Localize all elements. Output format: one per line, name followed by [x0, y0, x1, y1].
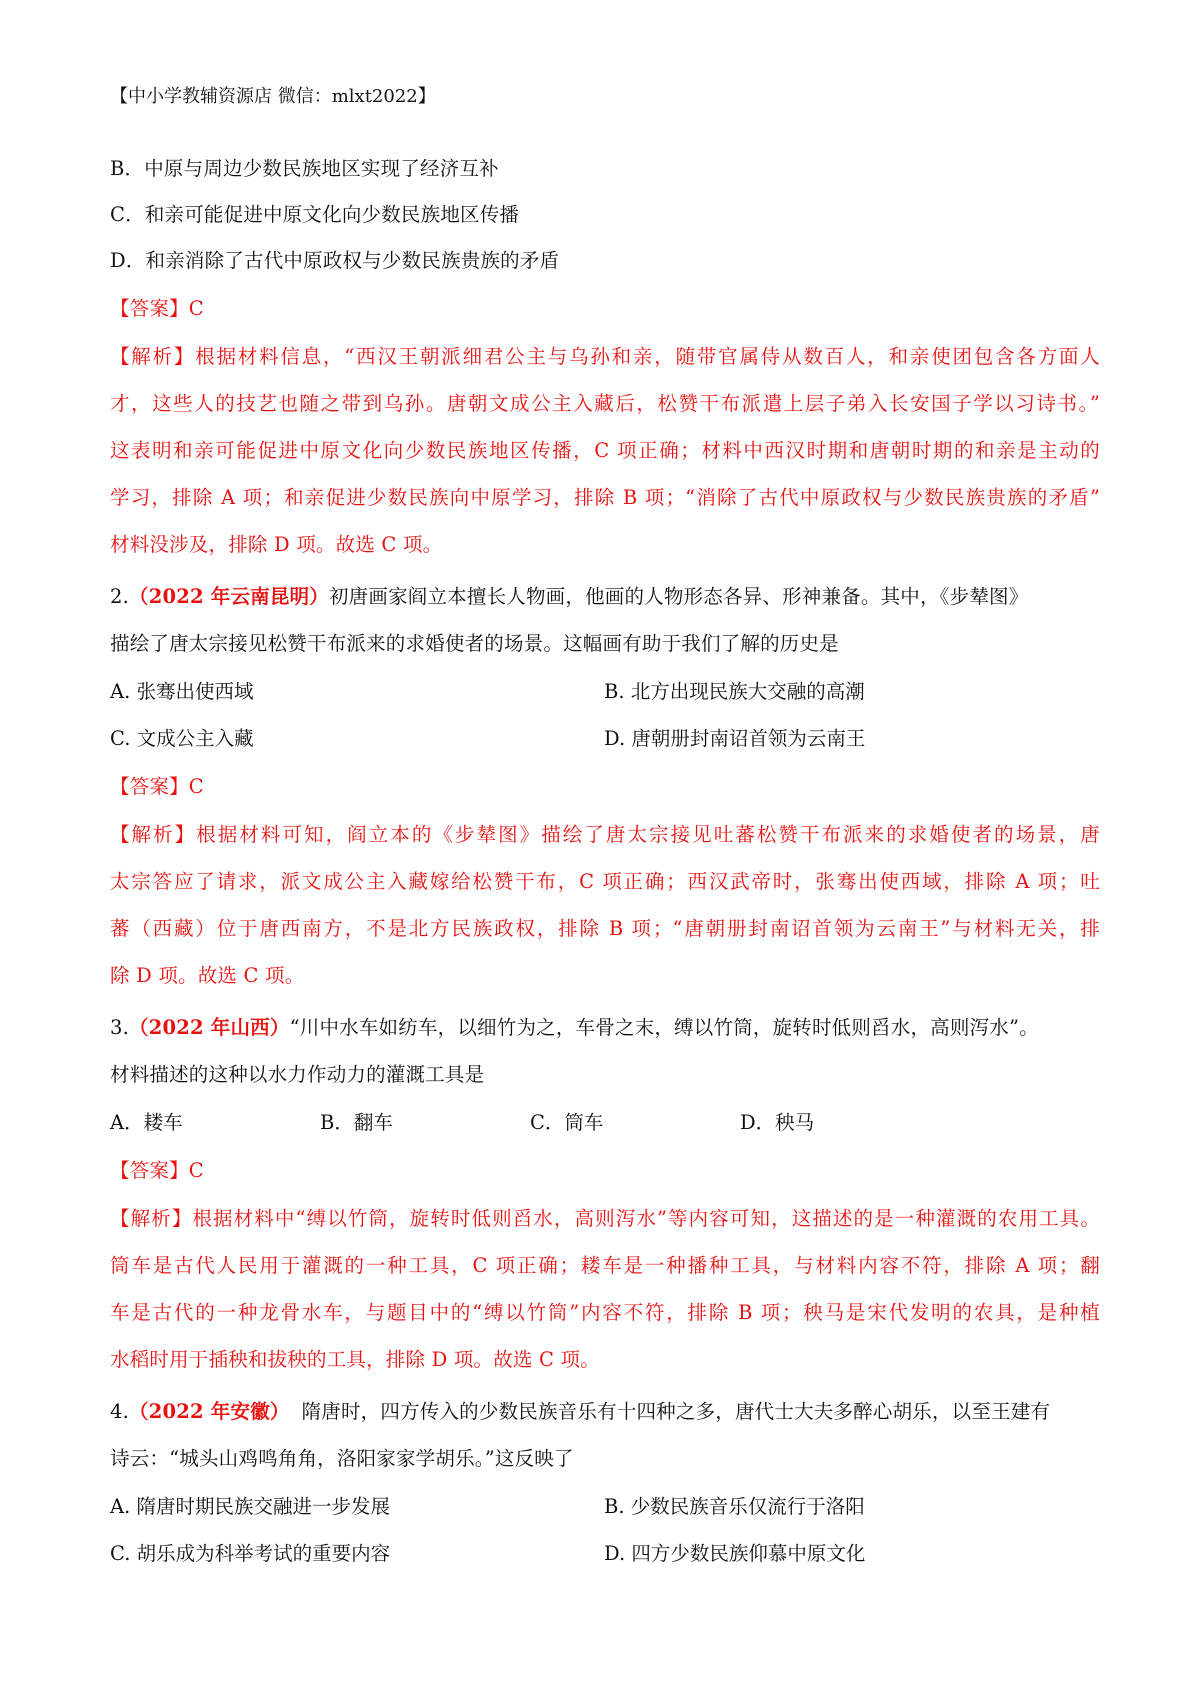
q3-answer: 【答案】C [110, 1159, 204, 1182]
q3-analysis-line: 【解析】根据材料中“缚以竹筒，旋转时低则舀水，高则泻水”等内容可知，这描述的是一种灌溉的农用工具。 [110, 1207, 1100, 1230]
q2-answer: 【答案】C [110, 775, 204, 798]
q1-option-c: C．和亲可能促进中原文化向少数民族地区传播 [110, 203, 520, 226]
q1-option-b: B．中原与周边少数民族地区实现了经济互补 [110, 157, 499, 180]
q3-stem-text: “川中水车如纺车，以细竹为之，车骨之末，缚以竹筒，旋转时低则舀水，高则泻水”。 [289, 1016, 1039, 1039]
q3-stem-line2: 材料描述的这种以水力作动力的灌溉工具是 [110, 1063, 485, 1086]
q4-stem [110, 1397, 1050, 1427]
q3-number: 3. [110, 1016, 130, 1039]
q2-stem-line2: 描绘了唐太宗接见松赞干布派来的求婚使者的场景。这幅画有助于我们了解的历史是 [110, 632, 839, 655]
q2-analysis-line: 蕃（西藏）位于唐西南方，不是北方民族政权，排除 B 项；“唐朝册封南诏首领为云南王”与材料无关，排 [110, 917, 1100, 940]
q2-option-d: D. 唐朝册封南诏首领为云南王 [604, 727, 866, 750]
q3-analysis-line: 水稻时用于插秧和拔秧的工具，排除 D 项。故选 C 项。 [110, 1348, 600, 1371]
q3-source: （2022 年山西） [129, 1016, 290, 1039]
q3-option-a: A．耧车 [110, 1111, 183, 1134]
q3-option-c: C．筒车 [530, 1111, 604, 1134]
q4-option-d: D. 四方少数民族仰慕中原文化 [604, 1542, 866, 1565]
q3-analysis-line: 车是古代的一种龙骨水车，与题目中的“缚以竹筒”内容不符，排除 B 项；秧马是宋代发明的农具，是种植 [110, 1301, 1100, 1324]
q1-analysis-line: 这表明和亲可能促进中原文化向少数民族地区传播，C 项正确；材料中西汉时期和唐朝时期的和亲是主动的 [110, 439, 1100, 462]
q3-option-b: B．翻车 [320, 1111, 393, 1134]
q4-option-c: C. 胡乐成为科举考试的重要内容 [110, 1542, 391, 1565]
q2-stem-text: 初唐画家阎立本擅长人物画，他画的人物形态各异、形神兼备。其中，《步辇图》 [328, 585, 1029, 608]
q4-stem-text: 隋唐时，四方传入的少数民族音乐有十四种之多，唐代士大夫多醉心胡乐，以至王建有 [301, 1400, 1051, 1423]
q1-analysis-line: 【解析】根据材料信息，“西汉王朝派细君公主与乌孙和亲，随带官属侍从数百人，和亲使团包含各方面人 [110, 345, 1100, 368]
q3-option-d: D．秧马 [740, 1111, 815, 1134]
q4-option-b: B. 少数民族音乐仅流行于洛阳 [604, 1495, 865, 1518]
q4-option-a: A. 隋唐时期民族交融进一步发展 [110, 1495, 390, 1518]
q1-analysis-line: 才，这些人的技艺也随之带到乌孙。唐朝文成公主入藏后，松赞干布派遣上层子弟入长安国子学以习诗书。” [110, 392, 1100, 415]
q1-option-d: D．和亲消除了古代中原政权与少数民族贵族的矛盾 [110, 249, 560, 272]
q3-analysis-line: 筒车是古代人民用于灌溉的一种工具，C 项正确；耧车是一种播种工具，与材料内容不符，排除 A 项；翻 [110, 1254, 1100, 1277]
q2-analysis-line: 除 D 项。故选 C 项。 [110, 964, 305, 987]
page-header: 【中小学教辅资源店 微信：mlxt2022】 [110, 86, 436, 107]
q4-source: （2022 年安徽） [129, 1400, 290, 1423]
q2-analysis-line: 【解析】根据材料可知，阎立本的《步辇图》描绘了唐太宗接见吐蕃松赞干布派来的求婚使者的场景，唐 [110, 823, 1100, 846]
q2-number: 2. [110, 585, 130, 608]
q2-option-a: A. 张骞出使西域 [110, 680, 254, 703]
q1-analysis-line: 材料没涉及，排除 D 项。故选 C 项。 [110, 533, 443, 556]
q2-option-b: B. 北方出现民族大交融的高潮 [604, 680, 865, 703]
q2-option-c: C. 文成公主入藏 [110, 727, 254, 750]
q4-stem-line2: 诗云：“城头山鸡鸣角角，洛阳家家学胡乐。”这反映了 [110, 1447, 574, 1470]
q1-analysis-line: 学习，排除 A 项；和亲促进少数民族向中原学习，排除 B 项；“消除了古代中原政权与少数民族贵族的矛盾” [110, 486, 1100, 509]
q4-number: 4. [110, 1400, 130, 1423]
q2-source: （2022 年云南昆明） [129, 585, 329, 608]
q3-stem [110, 1013, 1039, 1043]
q2-stem [110, 582, 1028, 612]
q2-analysis-line: 太宗答应了请求，派文成公主入藏嫁给松赞干布，C 项正确；西汉武帝时，张骞出使西域，排除 A 项；吐 [110, 870, 1100, 893]
q1-answer: 【答案】C [110, 297, 204, 320]
